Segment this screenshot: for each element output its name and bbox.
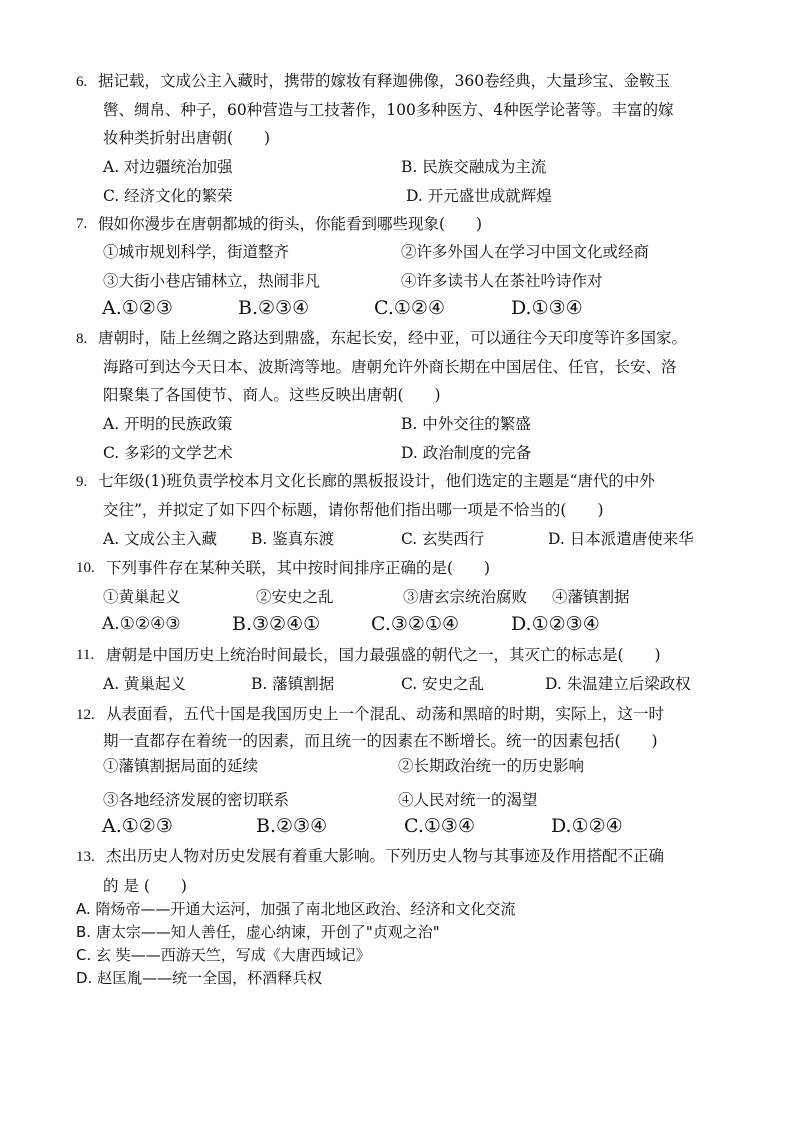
statement-item: ④人民对统一的渴望 <box>398 791 538 809</box>
option-c[interactable]: C. 玄奘西行 <box>401 530 485 548</box>
question-stem-line: 杰出历史人物对历史发展有着重大影响。下列历史人物与其事迹及作用搭配不正确 <box>106 847 665 865</box>
question-stem-line: 唐朝时，陆上丝绸之路达到鼎盛，东起长安，经中亚，可以通往今天印度等许多国家。 <box>98 329 688 347</box>
statement-item: ①黄巢起义 <box>103 588 181 606</box>
question-stem-line: 海路可到达今天日本、波斯湾等地。唐朝允许外商长期在中国居住、任官，长安、洛 <box>103 358 677 376</box>
option-c[interactable]: C. 经济文化的繁荣 <box>103 187 233 205</box>
option-a[interactable]: A. 开明的民族政策 <box>103 415 233 433</box>
option-d[interactable]: D. 赵匡胤——统一全国，杯酒释兵权 <box>76 969 323 987</box>
question-number: 13. <box>76 849 95 865</box>
choice-b[interactable]: B.②③④ <box>238 297 310 319</box>
question-stem-line: 七年级(1)班负责学校本月文化长廊的黑板报设计，他们选定的主题是“唐代的中外 <box>98 472 655 490</box>
question-number: 8. <box>76 331 88 347</box>
question-number: 6. <box>76 74 88 90</box>
question-stem-line: 从表面看，五代十国是我国历史上一个混乱、动荡和黑暗的时期，实际上，这一时 <box>106 705 665 723</box>
option-d[interactable]: D. 日本派遣唐使来华 <box>548 530 694 548</box>
option-c[interactable]: C. 安史之乱 <box>401 675 485 693</box>
option-c[interactable]: C. 多彩的文学艺术 <box>103 444 233 462</box>
question-stem-line: 的 是 ( ) <box>103 877 187 895</box>
question-stem-line: 唐朝是中国历史上统治时间最长，国力最强盛的朝代之一，其灭亡的标志是( ) <box>106 646 661 664</box>
statement-item: ④许多读书人在茶社吟诗作对 <box>401 272 603 290</box>
question-stem-line: 下列事件存在某种关联，其中按时间排序正确的是( ) <box>106 559 491 577</box>
question-stem-line: 据记载，文成公主入藏时，携带的嫁妆有释迦佛像，360卷经典，大量珍宝、金鞍玉 <box>98 72 671 90</box>
option-a[interactable]: A. 对边疆统治加强 <box>103 158 233 176</box>
question-stem-line: 假如你漫步在唐朝都城的街头，你能看到哪些现象( ) <box>98 215 483 233</box>
statement-item: ②长期政治统一的历史影响 <box>398 757 585 775</box>
choice-c[interactable]: C.①③④ <box>404 815 475 837</box>
question-stem-line: 辔、绸帛、种子，60种营造与工技著作，100多种医方、4种医学论著等。丰富的嫁 <box>103 101 674 119</box>
question-stem-line: 阳聚集了各国使节、商人。这些反映出唐朝( ) <box>103 386 441 404</box>
choice-d[interactable]: D.①③④ <box>511 297 583 319</box>
option-b[interactable]: B. 中外交往的繁盛 <box>401 415 531 433</box>
question-stem-line: 交往”，并拟定了如下四个标题，请你帮他们指出哪一项是不恰当的( ) <box>103 501 604 519</box>
choice-c[interactable]: C.③②①④ <box>371 613 460 635</box>
option-d[interactable]: D. 开元盛世成就辉煌 <box>406 187 552 205</box>
statement-item: ②安史之乱 <box>256 588 334 606</box>
option-c[interactable]: C. 玄 奘——西游天竺，写成《大唐西域记》 <box>76 946 371 964</box>
option-a[interactable]: A. 黄巢起义 <box>103 675 187 693</box>
option-d[interactable]: D. 政治制度的完备 <box>401 444 532 462</box>
choice-a[interactable]: A.①②③ <box>102 297 173 319</box>
option-b[interactable]: B. 鉴真东渡 <box>251 530 335 548</box>
choice-c[interactable]: C.①②④ <box>374 297 445 319</box>
statement-item: ①城市规划科学，街道整齐 <box>103 243 290 261</box>
question-number: 10. <box>76 560 95 576</box>
option-b[interactable]: B. 唐太宗——知人善任，虚心纳谏，开创了"贞观之治" <box>76 923 440 941</box>
choice-d[interactable]: D.①②③④ <box>511 613 600 635</box>
question-number: 12. <box>76 707 95 723</box>
option-b[interactable]: B. 藩镇割据 <box>251 675 335 693</box>
option-a[interactable]: A. 隋炀帝——开通大运河，加强了南北地区政治、经济和文化交流 <box>76 900 516 918</box>
choice-a[interactable]: A.①②③ <box>102 815 173 837</box>
option-b[interactable]: B. 民族交融成为主流 <box>401 158 547 176</box>
option-a[interactable]: A. 文成公主入藏 <box>103 530 218 548</box>
statement-item: ①藩镇割据局面的延续 <box>103 757 259 775</box>
statement-item: ③各地经济发展的密切联系 <box>103 791 290 809</box>
question-number: 11. <box>76 647 95 663</box>
choice-d[interactable]: D.①②④ <box>551 815 623 837</box>
statement-item: ④藩镇割据 <box>552 588 630 606</box>
choice-a[interactable]: A.①②④③ <box>102 614 181 634</box>
statement-item: ③唐玄宗统治腐败 <box>403 588 528 606</box>
question-number: 7. <box>76 216 88 232</box>
choice-b[interactable]: B.②③④ <box>256 815 328 837</box>
option-d[interactable]: D. 朱温建立后梁政权 <box>545 675 691 693</box>
question-stem-line: 妆种类折射出唐朝( ) <box>103 129 271 147</box>
question-stem-line: 期一直都存在着统一的因素，而且统一的因素在不断增长。统一的因素包括( ) <box>103 732 658 750</box>
statement-item: ②许多外国人在学习中国文化或经商 <box>401 243 650 261</box>
choice-b[interactable]: B.③②④① <box>232 613 321 635</box>
question-number: 9. <box>76 474 88 490</box>
statement-item: ③大街小巷店铺林立，热闹非凡 <box>103 272 321 290</box>
